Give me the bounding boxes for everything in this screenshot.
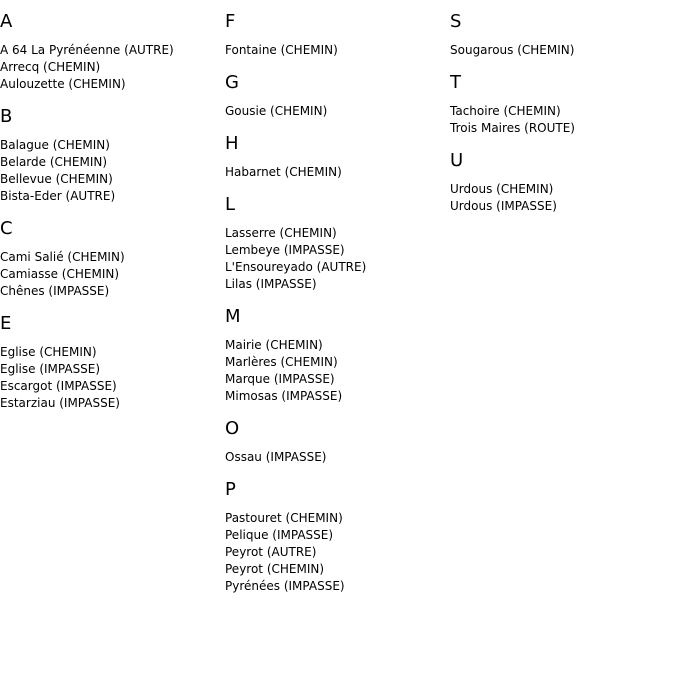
letter-group-p [225, 479, 450, 595]
letter-heading: B [0, 106, 13, 127]
letter-group-e [0, 313, 225, 412]
letter-group-o [225, 418, 450, 466]
letter-group-a [0, 11, 225, 93]
street-index-column-3 [450, 0, 675, 215]
letter-heading: A [0, 11, 13, 32]
street-list [450, 103, 675, 137]
letter-heading: E [0, 313, 12, 334]
street-entry[interactable]: Sougarous (CHEMIN) [450, 43, 575, 57]
letter-heading: P [225, 479, 236, 500]
street-entry[interactable]: Eglise (CHEMIN) [0, 345, 97, 359]
letter-heading: G [225, 72, 239, 93]
street-list [225, 164, 450, 181]
letter-group-u [450, 150, 675, 215]
street-entry[interactable]: Bista-Eder (AUTRE) [0, 189, 116, 203]
street-entry[interactable]: Pastouret (CHEMIN) [225, 511, 343, 525]
street-entry[interactable]: Pelique (IMPASSE) [225, 528, 334, 542]
street-entry[interactable]: Lembeye (IMPASSE) [225, 243, 345, 257]
street-list [0, 344, 225, 412]
street-list [450, 181, 675, 215]
street-entry[interactable]: Ossau (IMPASSE) [225, 450, 327, 464]
street-entry[interactable]: Peyrot (AUTRE) [225, 545, 317, 559]
letter-heading: C [0, 218, 13, 239]
street-list [225, 42, 450, 59]
street-entry[interactable]: Cami Salié (CHEMIN) [0, 250, 125, 264]
street-entry[interactable]: A 64 La Pyrénéenne (AUTRE) [0, 43, 174, 57]
letter-group-b [0, 106, 225, 205]
street-list [225, 103, 450, 120]
street-list [225, 225, 450, 293]
street-entry[interactable]: Mairie (CHEMIN) [225, 338, 323, 352]
street-entry[interactable]: Escargot (IMPASSE) [0, 379, 117, 393]
letter-heading: S [450, 11, 462, 32]
letter-heading: O [225, 418, 240, 439]
street-entry[interactable]: Bellevue (CHEMIN) [0, 172, 113, 186]
street-entry[interactable]: Balague (CHEMIN) [0, 138, 110, 152]
street-entry[interactable]: Urdous (CHEMIN) [450, 182, 554, 196]
letter-group-f [225, 11, 450, 59]
street-entry[interactable]: Mimosas (IMPASSE) [225, 389, 343, 403]
street-entry[interactable]: Lasserre (CHEMIN) [225, 226, 337, 240]
letter-group-c [0, 218, 225, 300]
street-entry[interactable]: Belarde (CHEMIN) [0, 155, 108, 169]
letter-group-h [225, 133, 450, 181]
street-entry[interactable]: Arrecq (CHEMIN) [0, 60, 101, 74]
street-list [225, 449, 450, 466]
letter-heading: U [450, 150, 464, 171]
street-entry[interactable]: Gousie (CHEMIN) [225, 104, 328, 118]
street-index-column-1 [0, 0, 225, 412]
letter-heading: F [225, 11, 236, 32]
street-entry[interactable]: Habarnet (CHEMIN) [225, 165, 342, 179]
letter-group-l [225, 194, 450, 293]
street-entry[interactable]: Tachoire (CHEMIN) [450, 104, 561, 118]
letter-heading: H [225, 133, 239, 154]
street-entry[interactable]: Chênes (IMPASSE) [0, 284, 110, 298]
letter-group-t [450, 72, 675, 137]
street-entry[interactable]: Trois Maires (ROUTE) [450, 121, 575, 135]
street-entry[interactable]: Estarziau (IMPASSE) [0, 396, 120, 410]
street-entry[interactable]: Lilas (IMPASSE) [225, 277, 317, 291]
letter-heading: T [450, 72, 461, 93]
street-entry[interactable]: Urdous (IMPASSE) [450, 199, 557, 213]
letter-heading: M [225, 306, 241, 327]
street-entry[interactable]: Eglise (IMPASSE) [0, 362, 101, 376]
street-entry[interactable]: Peyrot (CHEMIN) [225, 562, 325, 576]
letter-group-m [225, 306, 450, 405]
street-entry[interactable]: Pyrénées (IMPASSE) [225, 579, 345, 593]
street-entry[interactable]: Aulouzette (CHEMIN) [0, 77, 126, 91]
street-list [0, 42, 225, 93]
letter-group-g [225, 72, 450, 120]
street-entry[interactable]: Fontaine (CHEMIN) [225, 43, 338, 57]
street-entry[interactable]: Marlères (CHEMIN) [225, 355, 338, 369]
street-list [450, 42, 675, 59]
street-list [225, 337, 450, 405]
letter-heading: L [225, 194, 236, 215]
street-list [225, 510, 450, 595]
letter-group-s [450, 11, 675, 59]
street-entry[interactable]: Marque (IMPASSE) [225, 372, 335, 386]
street-index-column-2 [225, 0, 450, 595]
street-entry[interactable]: Camiasse (CHEMIN) [0, 267, 120, 281]
street-list [0, 137, 225, 205]
street-entry[interactable]: L'Ensoureyado (AUTRE) [225, 260, 367, 274]
street-list [0, 249, 225, 300]
